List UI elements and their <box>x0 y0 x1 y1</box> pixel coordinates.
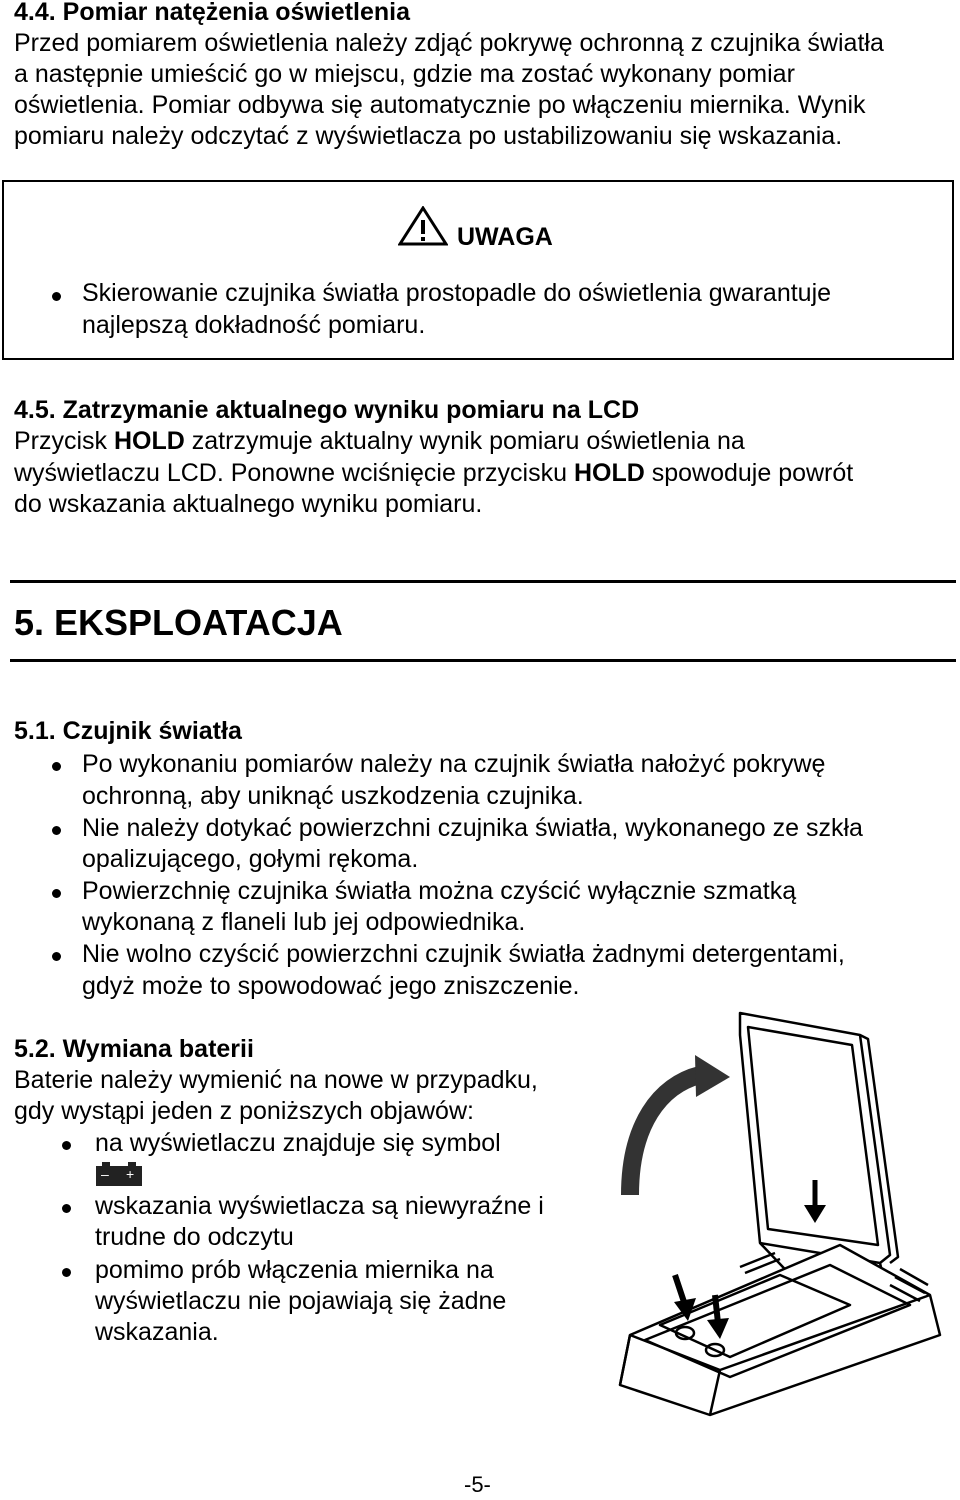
list-item: wskazania wyświetlacza są niewyraźne i <box>95 1192 544 1220</box>
battery-low-icon <box>96 1162 142 1186</box>
bullet-5-1-1 <box>52 762 61 771</box>
section-4-4-line-3: oświetlenia. Pomiar odbywa się automatycznie po włączeniu miernika. Wynik <box>14 91 866 119</box>
list-item: wykonaną z flaneli lub jej odpowiednika. <box>82 908 526 936</box>
list-item: pomimo prób włączenia miernika na <box>95 1256 494 1284</box>
bullet-5-1-3 <box>52 889 61 898</box>
section-5-2-intro-2: gdy wystąpi jeden z poniższych objawów: <box>14 1097 474 1125</box>
section-4-5-line-1: Przycisk HOLD zatrzymuje aktualny wynik pomiaru oświetlenia na <box>14 427 745 455</box>
list-item: na wyświetlaczu znajduje się symbol <box>95 1129 501 1157</box>
chapter-5-title: 5. EKSPLOATACJA <box>14 602 343 643</box>
list-item: Nie wolno czyścić powierzchni czujnik światła żadnymi detergentami, <box>82 940 845 968</box>
section-4-5-line-3: do wskazania aktualnego wyniku pomiaru. <box>14 490 483 518</box>
warning-label: UWAGA <box>457 223 553 251</box>
battery-replacement-illustration <box>590 1005 960 1425</box>
bullet-5-1-2 <box>52 826 61 835</box>
chapter-rule-top <box>10 580 956 583</box>
list-item: Powierzchnię czujnika światła można czyścić wyłącznie szmatką <box>82 877 797 905</box>
list-item: wyświetlaczu nie pojawiają się żadne <box>95 1287 507 1315</box>
bullet-5-2-3 <box>62 1268 71 1277</box>
section-4-4-line-1: Przed pomiarem oświetlenia należy zdjąć pokrywę ochronną z czujnika światła <box>14 29 884 57</box>
section-5-2-title: 5.2. Wymiana baterii <box>14 1035 254 1063</box>
hold-keyword: HOLD <box>114 427 185 455</box>
bullet-5-1-4 <box>52 952 61 961</box>
battery-minus: – <box>101 1166 109 1182</box>
section-4-4-line-4: pomiaru należy odczytać z wyświetlacza po ustabilizowaniu się wskazania. <box>14 122 843 150</box>
warning-text-line-2: najlepszą dokładność pomiaru. <box>82 311 426 339</box>
section-5-2-intro-1: Baterie należy wymienić na nowe w przypadku, <box>14 1066 538 1094</box>
list-item: gdyż może to spowodować jego zniszczenie. <box>82 972 580 1000</box>
section-4-5-line-2: wyświetlaczu LCD. Ponowne wciśnięcie przycisku HOLD spowoduje powrót <box>14 459 854 487</box>
warning-triangle-icon <box>398 206 448 246</box>
section-4-4-title: 4.4. Pomiar natężenia oświetlenia <box>14 0 410 26</box>
bullet-5-2-1 <box>62 1141 71 1150</box>
chapter-rule-bottom <box>10 659 956 662</box>
section-4-5-title: 4.5. Zatrzymanie aktualnego wyniku pomiaru na LCD <box>14 396 640 424</box>
battery-plus: + <box>126 1166 135 1182</box>
section-5-1-title: 5.1. Czujnik światła <box>14 717 242 745</box>
bullet-5-2-2 <box>62 1204 71 1213</box>
list-item: Po wykonaniu pomiarów należy na czujnik światła nałożyć pokrywę <box>82 750 826 778</box>
hold-keyword-2: HOLD <box>573 459 645 487</box>
page-number: -5- <box>464 1472 491 1497</box>
warning-text-line-1: Skierowanie czujnika światła prostopadle do oświetlenia gwarantuje <box>82 279 832 307</box>
list-item: wskazania. <box>95 1318 219 1346</box>
list-item: trudne do odczytu <box>95 1223 294 1251</box>
list-item: ochronną, aby uniknąć uszkodzenia czujnika. <box>82 782 584 810</box>
section-4-4-line-2: a następnie umieścić go w miejscu, gdzie ma zostać wykonany pomiar <box>14 60 795 88</box>
warning-bullet <box>52 292 61 301</box>
list-item: opalizującego, gołymi rękoma. <box>82 845 419 873</box>
list-item: Nie należy dotykać powierzchni czujnika światła, wykonanego ze szkła <box>82 814 863 842</box>
